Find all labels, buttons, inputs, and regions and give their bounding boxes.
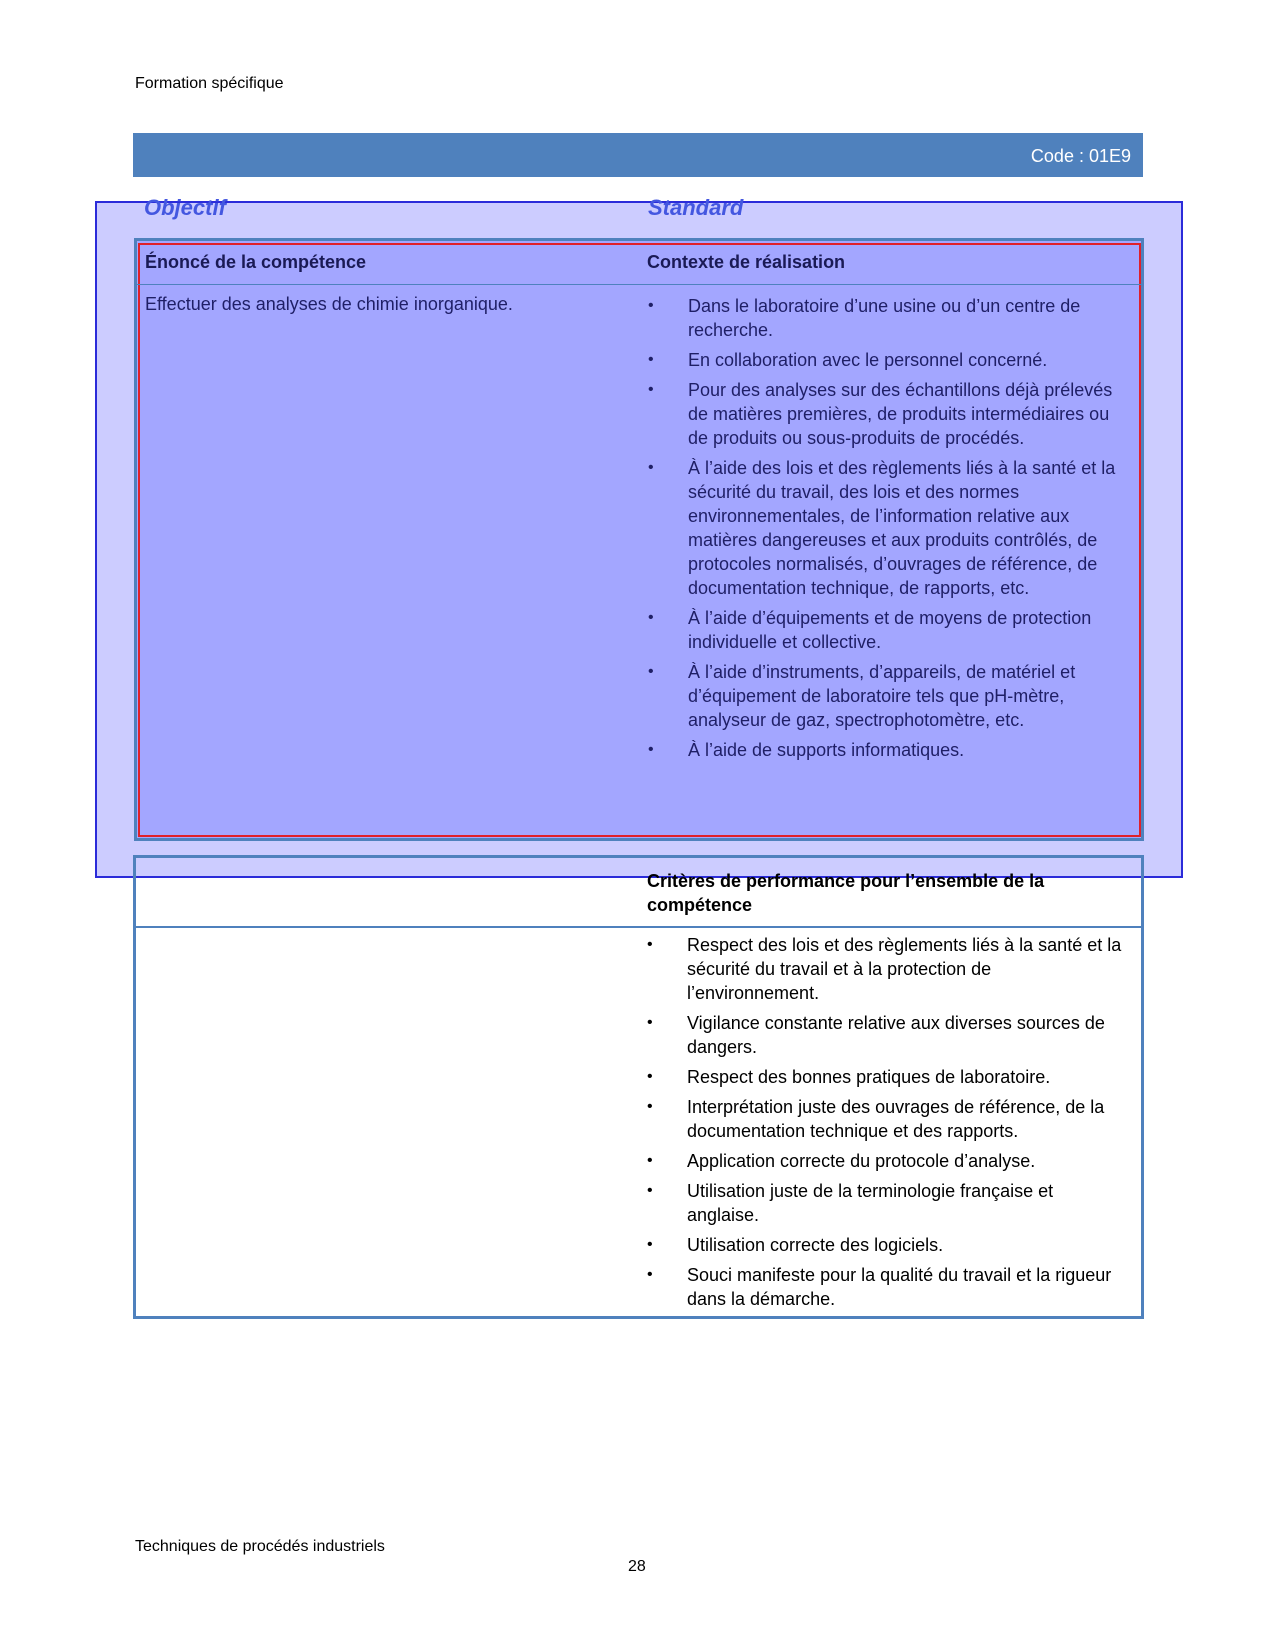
list-item: • Utilisation juste de la terminologie française et anglaise. — [647, 1181, 1054, 1225]
list-item: • Respect des bonnes pratiques de laboratoire. — [647, 1067, 1051, 1087]
criteria-list — [647, 933, 1125, 1317]
standard-heading: Standard — [648, 195, 744, 220]
enonce-text: Effectuer des analyses de chimie inorganique. — [145, 294, 513, 314]
bullet-icon: • — [648, 459, 654, 476]
list-item: • Application correcte du protocole d’analyse. — [647, 1151, 1036, 1171]
list-item: • À l’aide des lois et des règlements liés à la santé et la sécurité du travail, des lois et des normes environnementales, de l’information relative aux matières dangereuses et aux produits contrôlés, de protocoles normalisés, d’ouvrages de référence, de documentation technique, de rapports, etc. — [648, 458, 1116, 598]
bullet-icon: • — [648, 297, 654, 314]
list-item: • À l’aide d’équipements et de moyens de protection individuelle et collective. — [648, 608, 1092, 652]
list-item: • Vigilance constante relative aux diverses sources de dangers. — [647, 1013, 1105, 1057]
footer-program: Techniques de procédés industriels — [135, 1538, 385, 1555]
bullet-icon: • — [647, 1014, 653, 1031]
context-table-divider — [137, 284, 1141, 285]
contexte-header: Contexte de réalisation — [647, 252, 846, 272]
bullet-icon: • — [648, 351, 654, 368]
bullet-icon: • — [647, 936, 653, 953]
bullet-icon: • — [648, 609, 654, 626]
list-item: • À l’aide de supports informatiques. — [648, 740, 965, 760]
bullet-icon: • — [647, 1266, 653, 1283]
page-number: 28 — [628, 1558, 646, 1575]
list-item: • Utilisation correcte des logiciels. — [647, 1235, 944, 1255]
list-item: • Souci manifeste pour la qualité du travail et la rigueur dans la démarche. — [647, 1265, 1112, 1309]
header-section-title: Formation spécifique — [135, 75, 284, 92]
list-item: • Pour des analyses sur des échantillons déjà prélevés de matières premières, de produits intermédiaires ou de produits ou sous-produits de procédés. — [648, 380, 1113, 448]
competency-code: Code : 01E9 — [1030, 146, 1131, 166]
context-list — [648, 294, 1118, 768]
criteria-header: Critères de performance pour l’ensemble de la compétence — [647, 871, 1045, 915]
bullet-icon: • — [648, 663, 654, 680]
bullet-icon: • — [647, 1236, 653, 1253]
bullet-icon: • — [648, 381, 654, 398]
list-item: • À l’aide d’instruments, d’appareils, de matériel et d’équipement de laboratoire tels que pH-mètre, analyseur de gaz, spectrophotomètre, etc. — [648, 662, 1076, 730]
bullet-icon: • — [647, 1098, 653, 1115]
enonce-header: Énoncé de la compétence — [145, 252, 367, 272]
objectif-heading: Objectif — [144, 195, 226, 220]
bullet-icon: • — [647, 1152, 653, 1169]
list-item: • Respect des lois et des règlements liés à la santé et la sécurité du travail et à la protection de l’environnement. — [647, 935, 1122, 1003]
bullet-icon: • — [647, 1068, 653, 1085]
bullet-icon: • — [648, 741, 654, 758]
bullet-icon: • — [647, 1182, 653, 1199]
criteria-table-divider — [136, 926, 1141, 928]
list-item: • En collaboration avec le personnel concerné. — [648, 350, 1048, 370]
list-item: • Dans le laboratoire d’une usine ou d’un centre de recherche. — [648, 296, 1081, 340]
code-bar — [133, 133, 1143, 177]
list-item: • Interprétation juste des ouvrages de référence, de la documentation technique et des rapports. — [647, 1097, 1105, 1141]
